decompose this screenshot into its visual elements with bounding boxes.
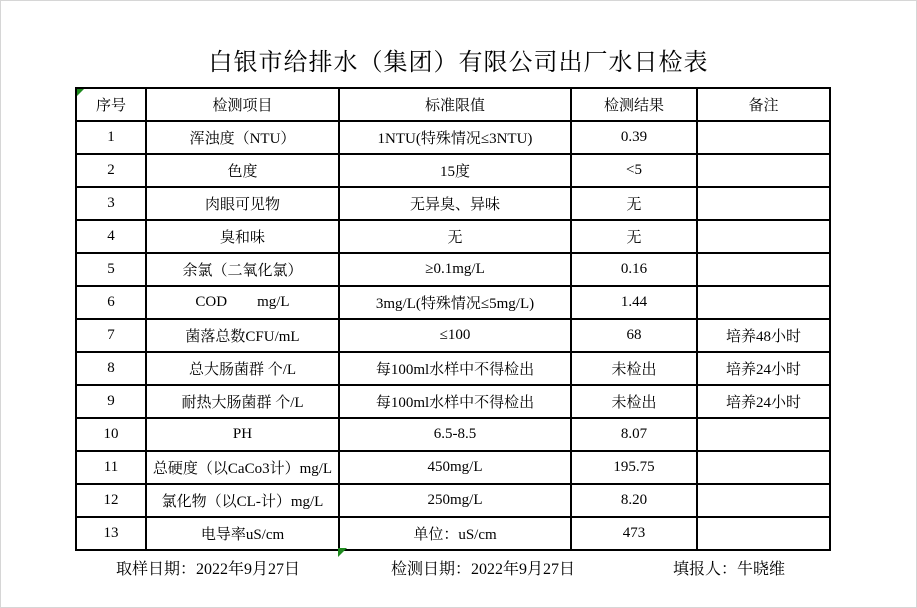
inspection-table bbox=[75, 87, 831, 551]
cell-no[interactable]: 10 bbox=[76, 418, 146, 451]
cell-no[interactable]: 5 bbox=[76, 253, 146, 286]
table-row bbox=[76, 484, 830, 517]
cell-result[interactable]: 1.44 bbox=[571, 286, 697, 319]
cell-limit[interactable]: 1NTU(特殊情况≤3NTU) bbox=[339, 121, 571, 154]
header-result-label: 检测结果 bbox=[603, 98, 664, 114]
cell-no[interactable]: 8 bbox=[76, 352, 146, 385]
cell-limit[interactable]: 3mg/L(特殊情况≤5mg/L) bbox=[339, 286, 571, 319]
cell-limit[interactable]: 单位：uS/cm bbox=[339, 517, 571, 550]
table-row bbox=[76, 418, 830, 451]
cell-item[interactable]: 浑浊度（NTU） bbox=[146, 121, 339, 154]
table-row bbox=[76, 154, 830, 187]
cell-result[interactable]: 0.16 bbox=[571, 253, 697, 286]
cell-limit[interactable]: 每100ml水样中不得检出 bbox=[339, 385, 571, 418]
cell-remark[interactable] bbox=[697, 286, 830, 319]
cell-remark[interactable] bbox=[697, 253, 830, 286]
cell-no[interactable]: 3 bbox=[76, 187, 146, 220]
cell-no[interactable]: 9 bbox=[76, 385, 146, 418]
cell-remark[interactable] bbox=[697, 451, 830, 484]
table-row bbox=[76, 385, 830, 418]
cell-no[interactable]: 12 bbox=[76, 484, 146, 517]
sample-date-label: 取样日期：2022年9月27日 bbox=[116, 561, 301, 578]
cell-item[interactable]: 氯化物（以CL-计）mg/L bbox=[146, 484, 339, 517]
cell-no[interactable]: 7 bbox=[76, 319, 146, 352]
header-item[interactable] bbox=[146, 88, 339, 121]
table-row bbox=[76, 517, 830, 550]
cell-item[interactable]: 电导率uS/cm bbox=[146, 517, 339, 550]
cell-remark[interactable] bbox=[697, 517, 830, 550]
cell-no[interactable]: 6 bbox=[76, 286, 146, 319]
cell-remark[interactable]: 培养48小时 bbox=[697, 319, 830, 352]
cell-result[interactable]: 无 bbox=[571, 187, 697, 220]
cell-remark[interactable] bbox=[697, 121, 830, 154]
cell-remark[interactable]: 培养24小时 bbox=[697, 385, 830, 418]
cell-result[interactable]: 未检出 bbox=[571, 352, 697, 385]
cell-limit[interactable]: 15度 bbox=[339, 154, 571, 187]
table-row bbox=[76, 253, 830, 286]
page-title: 白银市给排水（集团）有限公司出厂水日检表 bbox=[208, 50, 709, 76]
cell-limit[interactable]: ≥0.1mg/L bbox=[339, 253, 571, 286]
cell-item[interactable]: 色度 bbox=[146, 154, 339, 187]
table-header-row bbox=[76, 88, 830, 121]
test-date-label: 检测日期：2022年9月27日 bbox=[391, 561, 576, 578]
cell-item[interactable]: 余氯（二氧化氯） bbox=[146, 253, 339, 286]
cell-limit[interactable]: 6.5-8.5 bbox=[339, 418, 571, 451]
cell-item[interactable]: 菌落总数CFU/mL bbox=[146, 319, 339, 352]
cell-result[interactable]: 8.07 bbox=[571, 418, 697, 451]
cell-result[interactable]: 68 bbox=[571, 319, 697, 352]
cell-no[interactable]: 13 bbox=[76, 517, 146, 550]
excel-corner-marker-icon bbox=[77, 89, 84, 96]
table-row bbox=[76, 286, 830, 319]
cell-remark[interactable] bbox=[697, 418, 830, 451]
cell-limit[interactable]: 250mg/L bbox=[339, 484, 571, 517]
cell-no[interactable]: 1 bbox=[76, 121, 146, 154]
cell-remark[interactable] bbox=[697, 154, 830, 187]
cell-remark[interactable]: 培养24小时 bbox=[697, 352, 830, 385]
header-remark[interactable] bbox=[697, 88, 830, 121]
cell-item[interactable]: 总大肠菌群 个/L bbox=[146, 352, 339, 385]
cell-result[interactable]: 未检出 bbox=[571, 385, 697, 418]
reporter-label: 填报人：牛晓维 bbox=[673, 561, 786, 578]
excel-bottom-marker-icon bbox=[338, 548, 347, 557]
cell-result[interactable]: 无 bbox=[571, 220, 697, 253]
cell-item[interactable]: 总硬度（以CaCo3计）mg/L bbox=[146, 451, 339, 484]
cell-remark[interactable] bbox=[697, 220, 830, 253]
cell-limit[interactable]: 450mg/L bbox=[339, 451, 571, 484]
header-limit[interactable] bbox=[339, 88, 571, 121]
cell-item[interactable]: COD mg/L bbox=[146, 286, 339, 319]
cell-item[interactable]: 臭和味 bbox=[146, 220, 339, 253]
table-row bbox=[76, 319, 830, 352]
cell-limit[interactable]: 无 bbox=[339, 220, 571, 253]
cell-limit[interactable]: 无异臭、异味 bbox=[339, 187, 571, 220]
table-row bbox=[76, 220, 830, 253]
cell-remark[interactable] bbox=[697, 484, 830, 517]
table-row bbox=[76, 451, 830, 484]
cell-no[interactable]: 2 bbox=[76, 154, 146, 187]
table-row bbox=[76, 121, 830, 154]
cell-no[interactable]: 4 bbox=[76, 220, 146, 253]
header-item-label: 检测项目 bbox=[212, 98, 273, 114]
cell-result[interactable]: <5 bbox=[571, 154, 697, 187]
cell-remark[interactable] bbox=[697, 187, 830, 220]
header-no-label: 序号 bbox=[95, 98, 126, 114]
cell-limit[interactable]: 每100ml水样中不得检出 bbox=[339, 352, 571, 385]
cell-result[interactable]: 0.39 bbox=[571, 121, 697, 154]
header-result[interactable] bbox=[571, 88, 697, 121]
cell-result[interactable]: 8.20 bbox=[571, 484, 697, 517]
header-remark-label: 备注 bbox=[748, 98, 779, 114]
header-limit-label: 标准限值 bbox=[424, 98, 485, 114]
cell-item[interactable]: 耐热大肠菌群 个/L bbox=[146, 385, 339, 418]
cell-no[interactable]: 11 bbox=[76, 451, 146, 484]
table-row bbox=[76, 187, 830, 220]
cell-limit[interactable]: ≤100 bbox=[339, 319, 571, 352]
cell-result[interactable]: 195.75 bbox=[571, 451, 697, 484]
table-row bbox=[76, 352, 830, 385]
cell-result[interactable]: 473 bbox=[571, 517, 697, 550]
cell-item[interactable]: 肉眼可见物 bbox=[146, 187, 339, 220]
header-no[interactable] bbox=[76, 88, 146, 121]
cell-item[interactable]: PH bbox=[146, 418, 339, 451]
